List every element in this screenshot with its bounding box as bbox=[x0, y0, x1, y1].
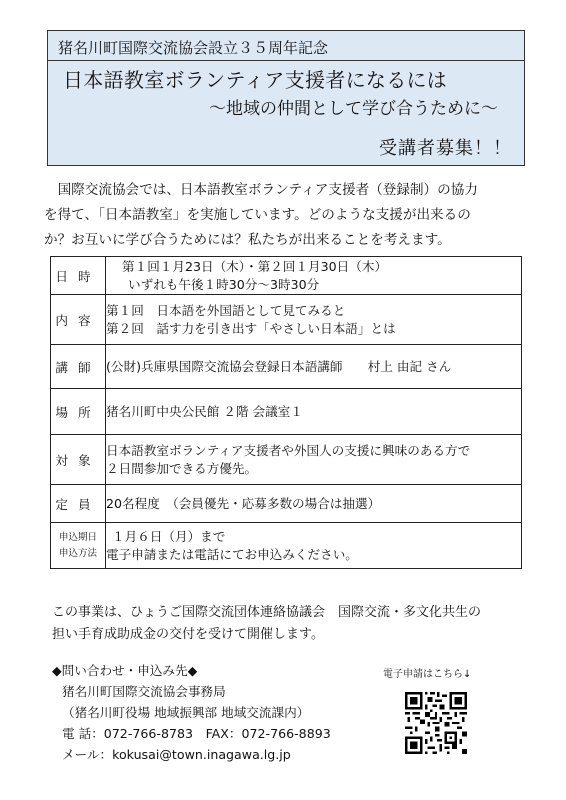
contact-email[interactable]: メール：kokusai@town.inagawa.lg.jp bbox=[62, 747, 291, 762]
note-line: 担い手育成助成金の交付を受けて開催します。 bbox=[52, 627, 324, 642]
details-row-datetime bbox=[51, 257, 522, 295]
event-subtitle: 猪名川町国際交流協会設立３５周年記念 bbox=[58, 39, 329, 57]
intro-line: か？お互いに学び合うためには？私たちが出来ることを考えます。 bbox=[44, 232, 451, 248]
intro-line: を得て、「日本語教室」を実施しています。どのような支援が出来るの bbox=[44, 207, 471, 223]
page-title: 日本語教室ボランティア支援者になるには bbox=[63, 68, 448, 92]
value-line: 20名程度 （会員優先・応募多数の場合は抽選） bbox=[106, 495, 381, 511]
details-table bbox=[50, 256, 522, 569]
row-value bbox=[106, 523, 522, 569]
value-line: 日本語教室ボランティア支援者や外国人の支援に興味のある方で bbox=[106, 442, 471, 458]
subtitle-bar bbox=[48, 31, 524, 61]
details-row-capacity bbox=[51, 485, 522, 523]
details-row-content bbox=[51, 295, 522, 345]
details-row-venue bbox=[51, 389, 522, 435]
row-label: 定員 bbox=[51, 485, 106, 523]
value-line: いずれも午後１時30分～3時30分 bbox=[128, 276, 320, 292]
details-row-lecturer bbox=[51, 345, 522, 389]
contact-org: 猪名川町国際交流協会事務局 bbox=[62, 684, 226, 699]
funding-note bbox=[52, 602, 522, 646]
contact-dept: （猪名川町役場 地域振興部 地域交流課内） bbox=[62, 705, 310, 720]
value-line: 第１回 日本語を外国語として見てみると bbox=[106, 302, 346, 318]
value-line: １月６日（月）まで bbox=[112, 528, 226, 544]
contact-block bbox=[52, 660, 331, 765]
note-line: この事業は、ひょうご国際交流団体連絡協議会 国際交流・多文化共生の bbox=[52, 605, 482, 620]
contact-phone[interactable]: 電 話：072-766-8783 FAX：072-766-8893 bbox=[62, 726, 331, 741]
qr-caption: 電子申請はこちら↓ bbox=[383, 669, 472, 680]
label-line: 申込方法 bbox=[58, 547, 97, 559]
row-label: 内容 bbox=[51, 295, 106, 345]
row-label: 場所 bbox=[51, 389, 106, 435]
details-row-target bbox=[51, 435, 522, 485]
row-label: 対象 bbox=[51, 435, 106, 485]
value-line: ２日間参加できる方優先。 bbox=[106, 460, 258, 476]
row-label: 講師 bbox=[51, 345, 106, 389]
row-value bbox=[106, 485, 522, 523]
recruit-notice: 受講者募集！！ bbox=[379, 138, 512, 159]
row-label: 日時 bbox=[51, 257, 106, 295]
value-line: 第２回 話す力を引き出す「やさしい日本語」とは bbox=[106, 320, 396, 336]
row-value bbox=[106, 295, 522, 345]
row-value bbox=[106, 345, 522, 389]
qr-code-icon[interactable] bbox=[405, 692, 467, 754]
header-banner bbox=[47, 30, 525, 166]
row-value bbox=[106, 435, 522, 485]
intro-line: 国際交流協会では、日本語教室ボランティア支援者（登録制）の協力 bbox=[44, 182, 478, 198]
contact-heading: ◆問い合わせ・申込み先◆ bbox=[52, 663, 198, 678]
row-value bbox=[106, 257, 522, 295]
row-value bbox=[106, 389, 522, 435]
label-line: 申込期日 bbox=[58, 531, 97, 543]
intro-text bbox=[44, 178, 524, 253]
value-line: (公財)兵庫県国際交流協会登録日本語講師 村上 由記 さん bbox=[106, 358, 452, 374]
value-line: 第１回１月23日（木）・第２回１月30日（木） bbox=[122, 258, 388, 274]
details-row-application bbox=[51, 523, 522, 569]
value-line: 電子申請または電話にてお申込みください。 bbox=[106, 546, 358, 562]
row-label bbox=[51, 523, 106, 569]
value-line: 猪名川町中央公民館 ２階 会議室１ bbox=[106, 403, 303, 419]
tagline: ～地域の仲間として学び合うために～ bbox=[209, 99, 498, 119]
